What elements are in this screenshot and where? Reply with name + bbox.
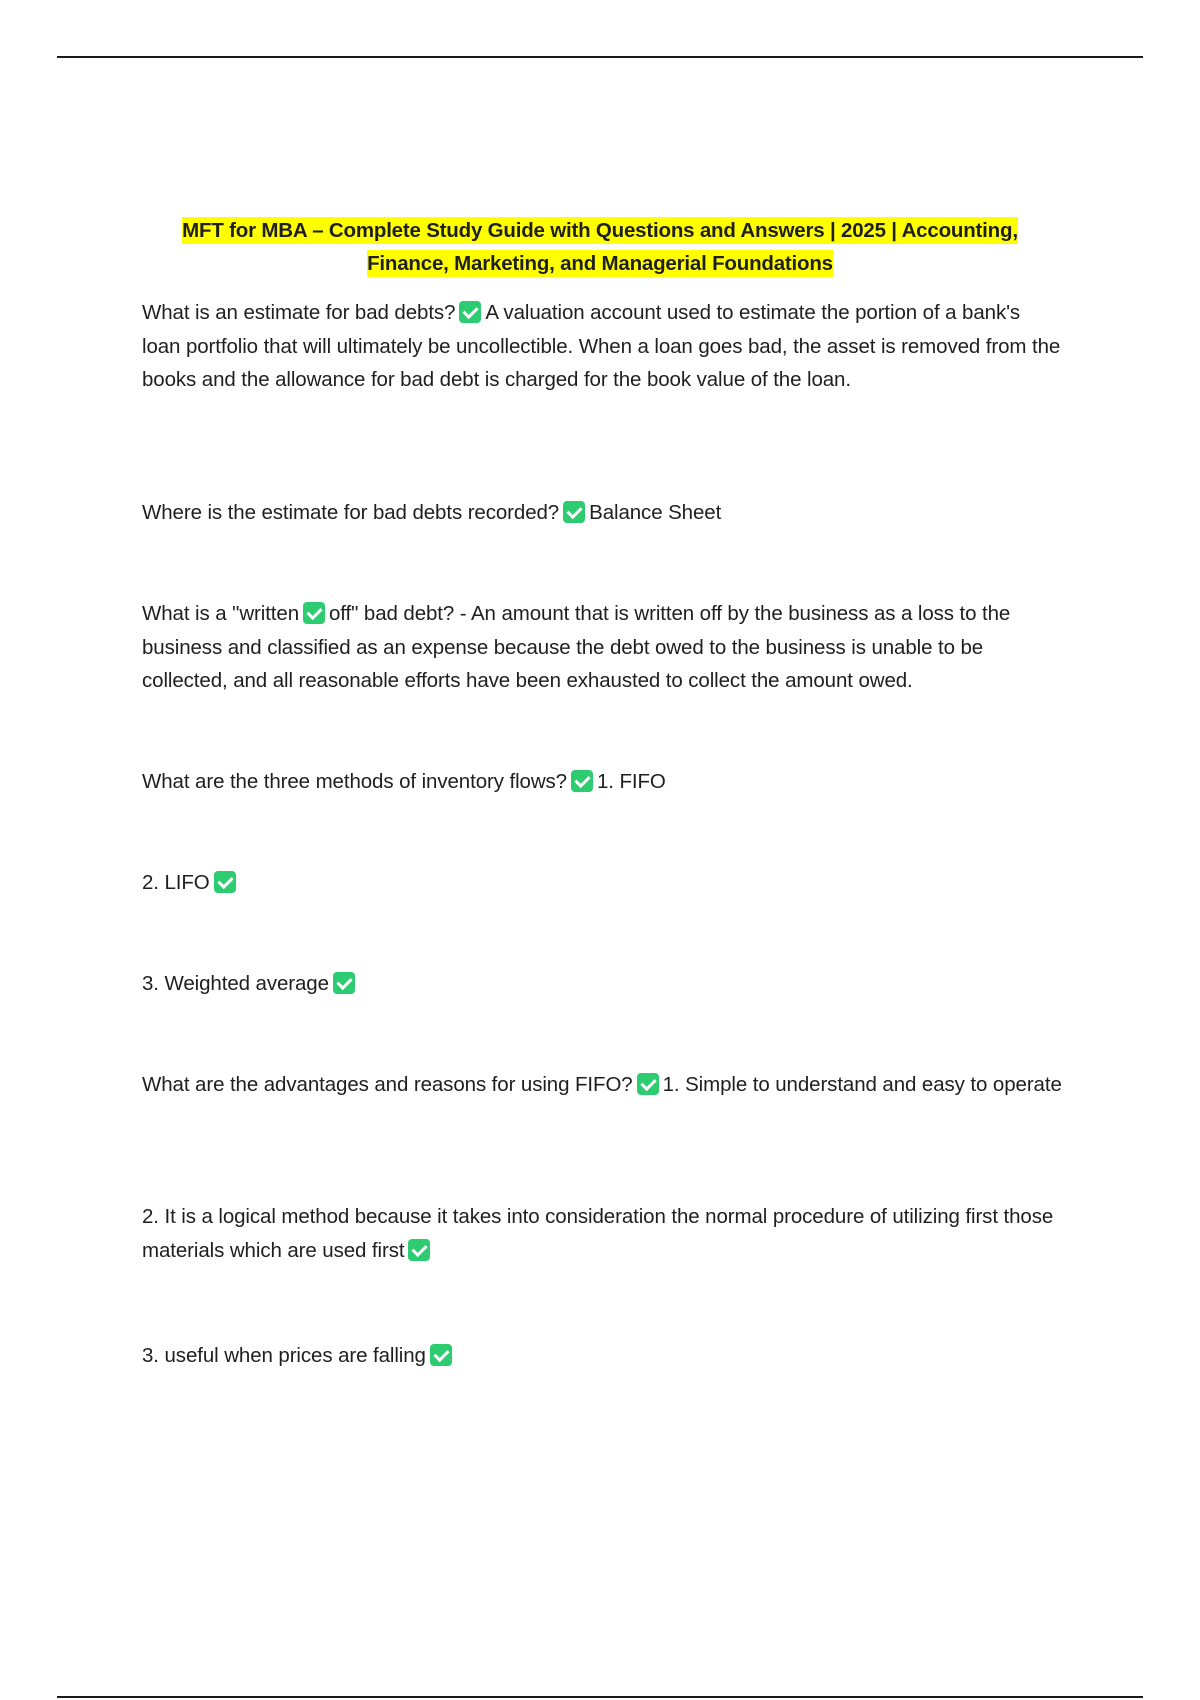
list-item-weighted-average (142, 967, 1062, 1001)
qa-item-written-off (142, 597, 1062, 698)
answer-text: A valuation account used to estimate the portion of a bank's loan portfolio that will ultimately be uncollectible. When a loan goes bad, the asset is removed from the books and the allowance for bad debt is charged for the book value of the loan. (142, 301, 1061, 391)
qa-item-bad-debt-estimate (142, 296, 1062, 397)
title-line-2: Finance, Marketing, and Managerial Foundations (367, 252, 833, 275)
answer-text: 2. LIFO (142, 871, 210, 894)
answer-text: Balance Sheet (589, 501, 722, 524)
check-mark-icon (333, 972, 355, 994)
qa-item-fifo-advantages (142, 1068, 1062, 1102)
question-text: What are the advantages and reasons for using FIFO? (142, 1073, 633, 1096)
question-text: What are the three methods of inventory flows? (142, 770, 567, 793)
list-item-fifo-logical (142, 1200, 1062, 1267)
title-line-1: MFT for MBA – Complete Study Guide with Questions and Answers | 2025 | Accounting, (182, 219, 1018, 242)
check-mark-icon (303, 602, 325, 624)
check-mark-icon (214, 871, 236, 893)
answer-text: off" bad debt? - An amount that is written off by the business as a loss to the business and classified as an expense because the debt owed to the business is unable to be collected, and all reasonable efforts have been exhausted to collect the amount owed. (142, 602, 1011, 692)
check-mark-icon (408, 1239, 430, 1261)
check-mark-icon (637, 1073, 659, 1095)
check-mark-icon (571, 770, 593, 792)
question-text: What is an estimate for bad debts? (142, 301, 456, 324)
answer-text: 1. Simple to understand and easy to operate (662, 1073, 1062, 1096)
check-mark-icon (459, 301, 481, 323)
answer-text: 1. FIFO (596, 770, 666, 793)
list-item-fifo-falling-prices (142, 1339, 1062, 1373)
answer-text: 3. useful when prices are falling (142, 1344, 426, 1367)
qa-item-bad-debt-recorded (142, 496, 1062, 530)
document-title (130, 214, 1070, 280)
footer-rule (57, 1696, 1143, 1698)
check-mark-icon (563, 501, 585, 523)
answer-text: 2. It is a logical method because it takes into consideration the normal procedure of utilizing first those materials which are used first (142, 1205, 1054, 1262)
header-rule (57, 56, 1143, 58)
qa-item-inventory-flows (142, 765, 1062, 799)
question-text: What is a "written (142, 602, 299, 625)
list-item-lifo (142, 866, 1062, 900)
answer-text: 3. Weighted average (142, 972, 329, 995)
question-text: Where is the estimate for bad debts recorded? (142, 501, 560, 524)
check-mark-icon (430, 1344, 452, 1366)
